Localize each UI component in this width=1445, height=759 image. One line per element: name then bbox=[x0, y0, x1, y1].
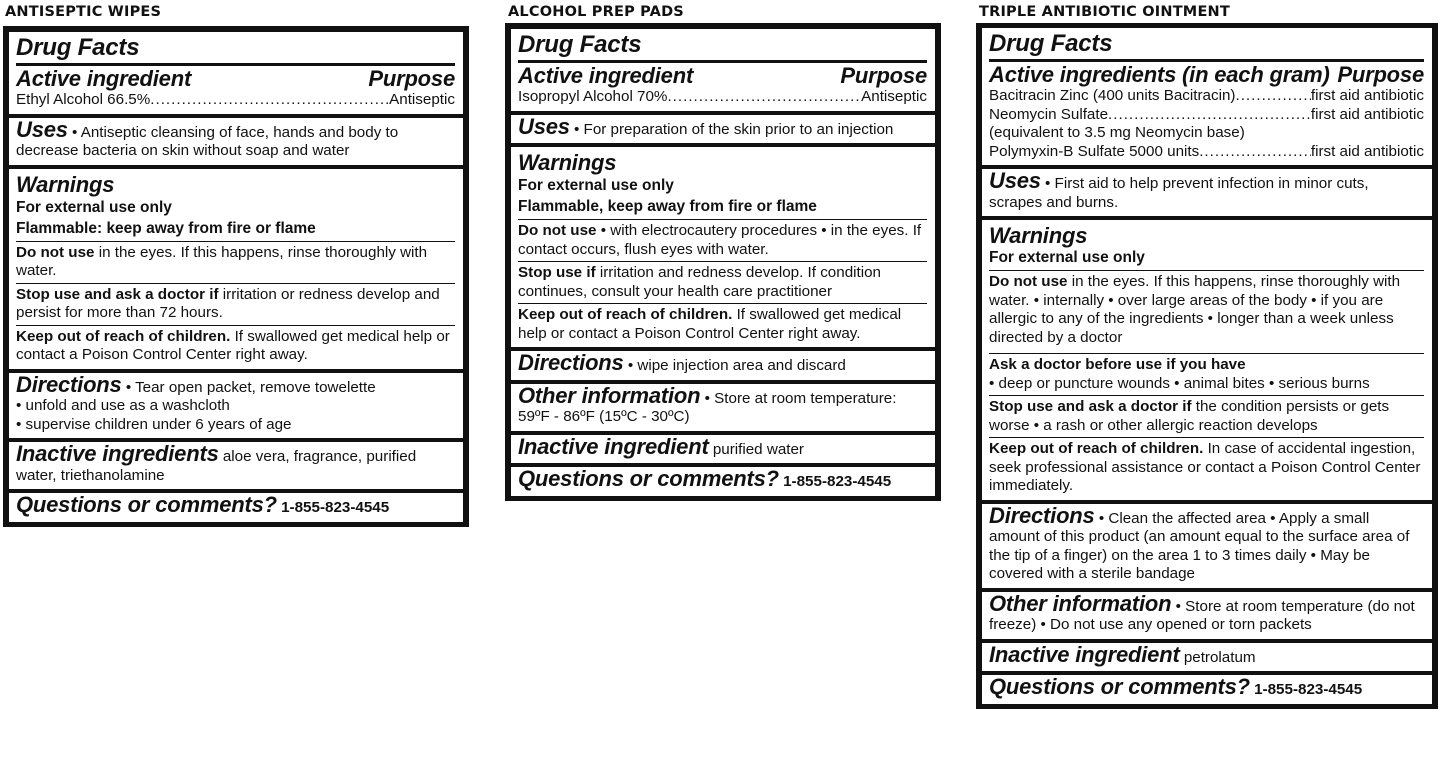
active-ingredient-box bbox=[982, 28, 1432, 165]
product-title: TRIPLE ANTIBIOTIC OINTMENT bbox=[979, 4, 1230, 20]
directions-text: • Clean the affected area • Apply a small amount of this product (an amount equal to the surface area of the tip of a finger) on the area 1 to 3 times daily • May be covered with a sterile bandage bbox=[989, 509, 1410, 582]
do-not-use-section bbox=[16, 241, 455, 281]
active-ingredient-name: Ethyl Alcohol 66.5% bbox=[16, 91, 151, 108]
questions-heading: Questions or comments? bbox=[518, 466, 779, 491]
active-ingredient-purpose: Antiseptic bbox=[861, 88, 927, 105]
active-ingredient-header bbox=[16, 63, 455, 91]
keep-out-text: In case of accidental ingestion, seek professional assistance or contact a Poison Control Center immediately. bbox=[989, 440, 1421, 494]
other-information-box bbox=[511, 384, 935, 431]
antiseptic-wipes-label bbox=[3, 0, 469, 527]
do-not-use-heading: Do not use bbox=[16, 243, 95, 261]
active-ingredient-line bbox=[518, 88, 927, 107]
flammable-warning: Flammable, keep away from fire or flame bbox=[518, 198, 817, 215]
stop-use-section bbox=[989, 395, 1424, 435]
dot-leader bbox=[1108, 106, 1311, 125]
keep-out-heading: Keep out of reach of children. bbox=[16, 327, 231, 345]
keep-out-heading: Keep out of reach of children. bbox=[518, 306, 733, 323]
ingredient-1-purpose: first aid antibiotic bbox=[1310, 87, 1424, 104]
purpose-heading: Purpose bbox=[368, 66, 455, 91]
dot-leader bbox=[1235, 87, 1310, 106]
do-not-use-text: • with electrocautery procedures • in the eyes. If contact occurs, flush eyes with water. bbox=[518, 222, 922, 258]
stop-use-text: irritation or redness develop and persist for more than 72 hours. bbox=[16, 285, 440, 321]
warnings-box bbox=[511, 147, 935, 347]
active-ingredient-purpose: Antiseptic bbox=[389, 91, 455, 108]
drug-facts-panel bbox=[3, 26, 469, 527]
directions-heading: Directions bbox=[518, 350, 624, 375]
inactive-ingredients-heading: Inactive ingredient bbox=[518, 433, 709, 459]
questions-heading: Questions or comments? bbox=[16, 492, 277, 517]
stop-use-heading: Stop use and ask a doctor if bbox=[989, 398, 1192, 415]
stop-use-section bbox=[16, 283, 455, 323]
active-ingredient-box bbox=[9, 32, 463, 114]
drug-facts-heading: Drug Facts bbox=[518, 31, 642, 58]
inactive-ingredients-heading: Inactive ingredient bbox=[989, 641, 1180, 667]
dot-leader bbox=[150, 91, 389, 110]
drug-facts-panel bbox=[505, 23, 941, 501]
active-ingredient-heading: Active ingredient bbox=[16, 66, 192, 91]
product-title: ALCOHOL PREP PADS bbox=[508, 4, 684, 20]
active-ingredient-line bbox=[16, 91, 455, 110]
inactive-ingredients-text: aloe vera, fragrance, purified water, triethanolamine bbox=[16, 448, 417, 484]
other-information-heading: Other information bbox=[989, 590, 1172, 616]
do-not-use-text: in the eyes. If this happens, rinse thoroughly with water. • internally • over large areas of the body • if you are allergic to any of the ingredients • longer than a week unless directed by a doctor bbox=[989, 273, 1401, 346]
stop-use-text: the condition persists or gets worse • a rash or other allergic reaction develops bbox=[989, 398, 1390, 434]
do-not-use-heading: Do not use bbox=[518, 222, 597, 239]
directions-box bbox=[9, 373, 463, 439]
warnings-box bbox=[982, 220, 1432, 500]
do-not-use-section bbox=[518, 219, 927, 259]
questions-box bbox=[511, 467, 935, 496]
do-not-use-heading: Do not use bbox=[989, 273, 1068, 290]
keep-out-section bbox=[16, 325, 455, 365]
other-information-text: • Store at room temperature: 59ºF - 86ºF (15ºC - 30ºC) bbox=[518, 389, 897, 425]
drug-facts-panel bbox=[976, 23, 1438, 709]
warnings-box bbox=[9, 169, 463, 369]
direction-3: • supervise children under 6 years of age bbox=[16, 415, 292, 433]
alcohol-prep-pads-label bbox=[505, 0, 941, 501]
external-use-warning: For external use only bbox=[518, 177, 674, 194]
other-information-heading: Other information bbox=[518, 382, 701, 408]
purpose-heading: Purpose bbox=[840, 63, 927, 88]
direction-1: • Tear open packet, remove towelette bbox=[121, 378, 376, 396]
keep-out-section bbox=[989, 437, 1424, 496]
ingredient-line-2 bbox=[989, 106, 1424, 125]
stop-use-section bbox=[518, 261, 927, 301]
ingredient-3-purpose: first aid antibiotic bbox=[1310, 142, 1424, 160]
active-ingredient-box bbox=[511, 29, 935, 111]
external-use-warning: For external use only bbox=[16, 198, 172, 216]
purpose-heading: Purpose bbox=[1337, 62, 1424, 87]
drug-facts-heading: Drug Facts bbox=[989, 30, 1113, 57]
directions-box bbox=[982, 504, 1432, 588]
phone-number: 1-855-823-4545 bbox=[778, 473, 892, 490]
dot-leader bbox=[1199, 143, 1311, 162]
ingredient-3-name: Polymyxin-B Sulfate 5000 units bbox=[989, 142, 1200, 160]
do-not-use-section bbox=[989, 270, 1424, 347]
ingredient-line-3 bbox=[989, 143, 1424, 162]
ingredient-2-purpose: first aid antibiotic bbox=[1310, 105, 1424, 123]
active-ingredient-heading: Active ingredients (in each gram) bbox=[989, 62, 1330, 87]
uses-box bbox=[982, 169, 1432, 216]
uses-text: • For preparation of the skin prior to an injection bbox=[569, 120, 894, 138]
direction-1: • wipe injection area and discard bbox=[623, 357, 846, 374]
uses-text: • First aid to help prevent infection in minor cuts, scrapes and burns. bbox=[989, 175, 1369, 211]
inactive-ingredients-box bbox=[9, 442, 463, 489]
uses-heading: Uses bbox=[16, 116, 68, 142]
inactive-ingredients-box bbox=[982, 643, 1432, 672]
phone-number: 1-855-823-4545 bbox=[276, 499, 390, 516]
ingredient-2-name: Neomycin Sulfate bbox=[989, 105, 1109, 123]
directions-box bbox=[511, 351, 935, 380]
inactive-ingredients-box bbox=[511, 435, 935, 464]
uses-box bbox=[9, 118, 463, 165]
external-use-warning: For external use only bbox=[989, 249, 1145, 266]
do-not-use-text: in the eyes. If this happens, rinse thoroughly with water. bbox=[16, 243, 428, 279]
ingredient-1-name: Bacitracin Zinc (400 units Bacitracin) bbox=[989, 87, 1236, 104]
product-title: ANTISEPTIC WIPES bbox=[5, 4, 162, 20]
inactive-ingredients-text: petrolatum bbox=[1179, 648, 1256, 666]
questions-heading: Questions or comments? bbox=[989, 674, 1250, 699]
direction-2: • unfold and use as a washcloth bbox=[16, 397, 230, 414]
keep-out-text: If swallowed get medical help or contact a Poison Control Center right away. bbox=[16, 327, 450, 363]
stop-use-heading: Stop use and ask a doctor if bbox=[16, 285, 219, 303]
uses-box bbox=[511, 115, 935, 144]
warnings-heading: Warnings bbox=[989, 223, 1088, 248]
keep-out-heading: Keep out of reach of children. bbox=[989, 440, 1204, 457]
drug-facts-heading: Drug Facts bbox=[16, 34, 140, 61]
active-ingredient-header bbox=[518, 60, 927, 88]
questions-box bbox=[982, 675, 1432, 704]
triple-antibiotic-ointment-label bbox=[976, 0, 1438, 709]
warnings-heading: Warnings bbox=[518, 150, 617, 175]
ask-doctor-section bbox=[989, 353, 1424, 393]
flammable-warning: Flammable: keep away from fire or flame bbox=[16, 219, 316, 237]
phone-number: 1-855-823-4545 bbox=[1249, 681, 1363, 698]
stop-use-text: irritation and redness develop. If condition continues, consult your health care practitioner bbox=[518, 264, 881, 300]
uses-heading: Uses bbox=[518, 113, 570, 139]
ingredient-line-1 bbox=[989, 87, 1424, 106]
active-ingredient-heading: Active ingredient bbox=[518, 63, 694, 88]
uses-heading: Uses bbox=[989, 168, 1041, 193]
uses-text: • Antiseptic cleansing of face, hands and body to decrease bacteria on skin without soap and water bbox=[16, 123, 399, 159]
warnings-heading: Warnings bbox=[16, 171, 115, 197]
stop-use-heading: Stop use if bbox=[518, 264, 596, 281]
ask-doctor-heading: Ask a doctor before use if you have bbox=[989, 356, 1246, 373]
dot-leader bbox=[667, 88, 861, 107]
questions-box bbox=[9, 493, 463, 522]
directions-heading: Directions bbox=[16, 371, 122, 397]
ask-doctor-text: • deep or puncture wounds • animal bites • serious burns bbox=[989, 374, 1370, 392]
active-ingredient-header bbox=[989, 59, 1424, 87]
keep-out-text: If swallowed get medical help or contact a Poison Control Center right away. bbox=[518, 306, 902, 342]
ingredient-2-note: (equivalent to 3.5 mg Neomycin base) bbox=[989, 124, 1245, 141]
active-ingredient-name: Isopropyl Alcohol 70% bbox=[518, 88, 668, 105]
inactive-ingredients-heading: Inactive ingredients bbox=[16, 441, 219, 466]
directions-heading: Directions bbox=[989, 502, 1095, 528]
keep-out-section bbox=[518, 303, 927, 343]
inactive-ingredients-text: purified water bbox=[708, 440, 804, 458]
other-information-box bbox=[982, 592, 1432, 639]
other-information-text: • Store at room temperature (do not freeze) • Do not use any opened or torn packets bbox=[989, 597, 1415, 633]
